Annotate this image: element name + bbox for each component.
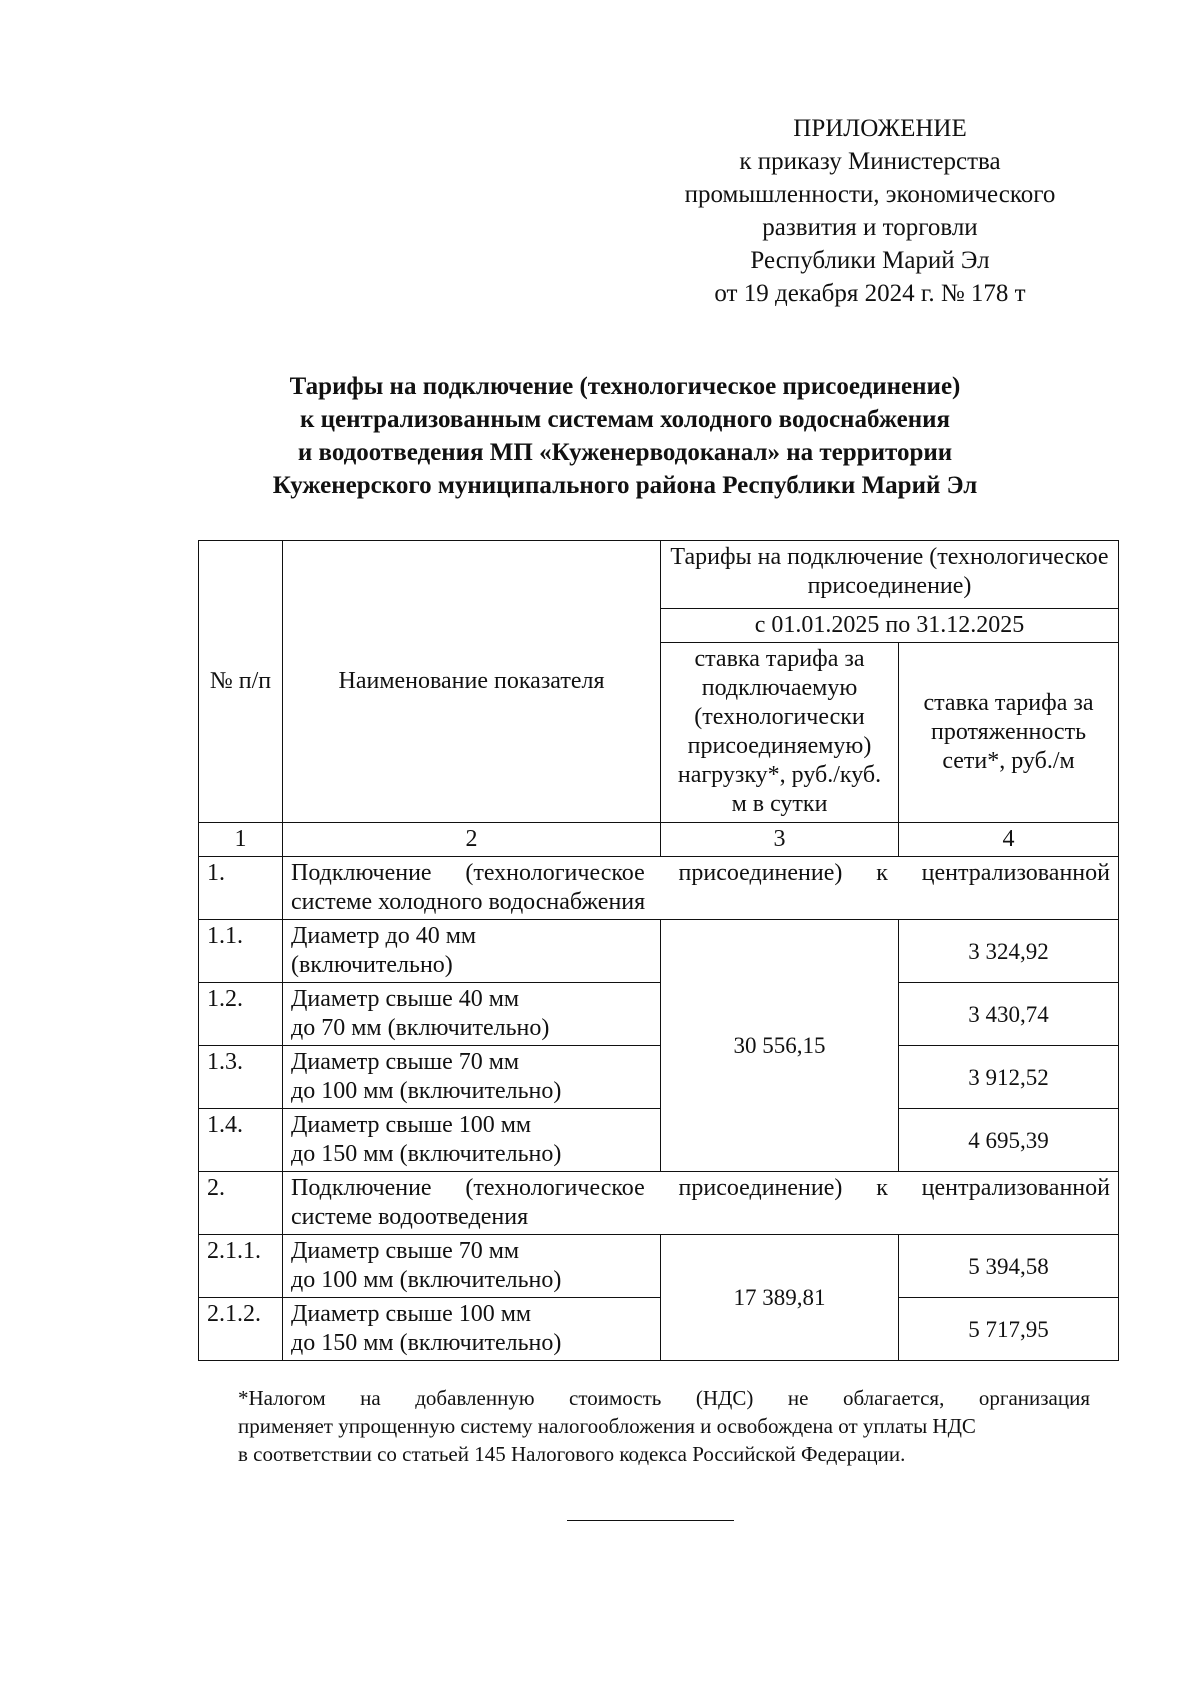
network-rate-value: 3 912,52 [899, 1046, 1119, 1109]
footnote-line: применяет упрощенную систему налогообложения и освобождена от уплаты НДС [238, 1414, 976, 1438]
row-name [283, 1235, 661, 1298]
column-number: 1 [199, 823, 283, 857]
network-rate-value: 3 430,74 [899, 983, 1119, 1046]
row-name-line: Диаметр свыше 70 мм [291, 1049, 520, 1075]
header-tariffs-group: Тарифы на подключение (технологическое присоединение) [661, 541, 1119, 609]
row-name [283, 1109, 661, 1172]
row-name-line: до 70 мм (включительно) [291, 1015, 550, 1041]
header-period: с 01.01.2025 по 31.12.2025 [661, 609, 1119, 643]
footnote-line: *Налогом на добавленную стоимость (НДС) не облагается, организация [238, 1386, 1090, 1410]
header-row [199, 541, 1119, 609]
load-rate-value: 17 389,81 [661, 1235, 899, 1361]
section-title-line: Подключение (технологическое присоединение) к централизованной [291, 860, 1110, 886]
section-row [199, 1172, 1119, 1235]
column-number: 3 [661, 823, 899, 857]
row-name [283, 983, 661, 1046]
row-name-line: Диаметр свыше 70 мм [291, 1238, 520, 1264]
title-line: и водоотведения МП «Куженерводоканал» на территории [297, 439, 953, 466]
footnote-line: в соответствии со статьей 145 Налогового кодекса Российской Федерации. [238, 1442, 906, 1466]
network-rate-value: 4 695,39 [899, 1109, 1119, 1172]
row-number: 2.1.1. [199, 1235, 283, 1298]
appendix-block [640, 112, 1100, 310]
section-number: 2. [199, 1172, 283, 1235]
appendix-line: от 19 декабря 2024 г. № 178 т [714, 280, 1026, 307]
row-number: 1.3. [199, 1046, 283, 1109]
document-title [200, 370, 1050, 502]
column-number: 4 [899, 823, 1119, 857]
table-row [199, 920, 1119, 983]
row-name-line: до 100 мм (включительно) [291, 1078, 562, 1104]
footnote [238, 1384, 1090, 1468]
appendix-title: ПРИЛОЖЕНИЕ [793, 115, 967, 142]
row-name-line: до 150 мм (включительно) [291, 1330, 562, 1356]
section-title-line: Подключение (технологическое присоединение) к централизованной [291, 1175, 1110, 1201]
section-title-line: системе холодного водоснабжения [291, 889, 646, 915]
column-numbers-row [199, 823, 1119, 857]
table-row [199, 1235, 1119, 1298]
section-title-line: системе водоотведения [291, 1204, 529, 1230]
appendix-line: Республики Марий Эл [750, 247, 990, 274]
table-row [199, 1046, 1119, 1109]
row-number: 1.2. [199, 983, 283, 1046]
title-line: Куженерского муниципального района Республики Марий Эл [272, 472, 978, 499]
tariffs-table [198, 540, 1119, 1361]
row-name [283, 1298, 661, 1361]
row-name-line: Диаметр свыше 100 мм [291, 1301, 532, 1327]
row-name [283, 1046, 661, 1109]
network-rate-value: 3 324,92 [899, 920, 1119, 983]
row-number: 1.4. [199, 1109, 283, 1172]
network-rate-value: 5 717,95 [899, 1298, 1119, 1361]
row-number: 2.1.2. [199, 1298, 283, 1361]
appendix-line: промышленности, экономического [684, 181, 1056, 208]
row-name-line: (включительно) [291, 952, 453, 978]
row-number: 1.1. [199, 920, 283, 983]
row-name-line: Диаметр до 40 мм [291, 923, 477, 949]
title-line: Тарифы на подключение (технологическое присоединение) [289, 373, 961, 400]
appendix-line: к приказу Министерства [739, 148, 1001, 175]
network-rate-value: 5 394,58 [899, 1235, 1119, 1298]
header-load-rate: ставка тарифа за подключаемую (технологически присоединяемую) нагрузку*, руб./куб. м в сутки [661, 643, 899, 823]
row-name [283, 920, 661, 983]
header-network-rate: ставка тарифа за протяженность сети*, руб./м [899, 643, 1119, 823]
closing-divider [567, 1520, 734, 1521]
header-name: Наименование показателя [283, 541, 661, 823]
load-rate-value: 30 556,15 [661, 920, 899, 1172]
appendix-line: развития и торговли [762, 214, 978, 241]
row-name-line: до 100 мм (включительно) [291, 1267, 562, 1293]
row-name-line: Диаметр свыше 100 мм [291, 1112, 532, 1138]
title-line: к централизованным системам холодного водоснабжения [299, 406, 951, 433]
header-num: № п/п [199, 541, 283, 823]
table-row [199, 983, 1119, 1046]
section-title [283, 857, 1119, 920]
column-number: 2 [283, 823, 661, 857]
table-row [199, 1298, 1119, 1361]
section-row [199, 857, 1119, 920]
row-name-line: до 150 мм (включительно) [291, 1141, 562, 1167]
table-row [199, 1109, 1119, 1172]
row-name-line: Диаметр свыше 40 мм [291, 986, 520, 1012]
section-title [283, 1172, 1119, 1235]
section-number: 1. [199, 857, 283, 920]
